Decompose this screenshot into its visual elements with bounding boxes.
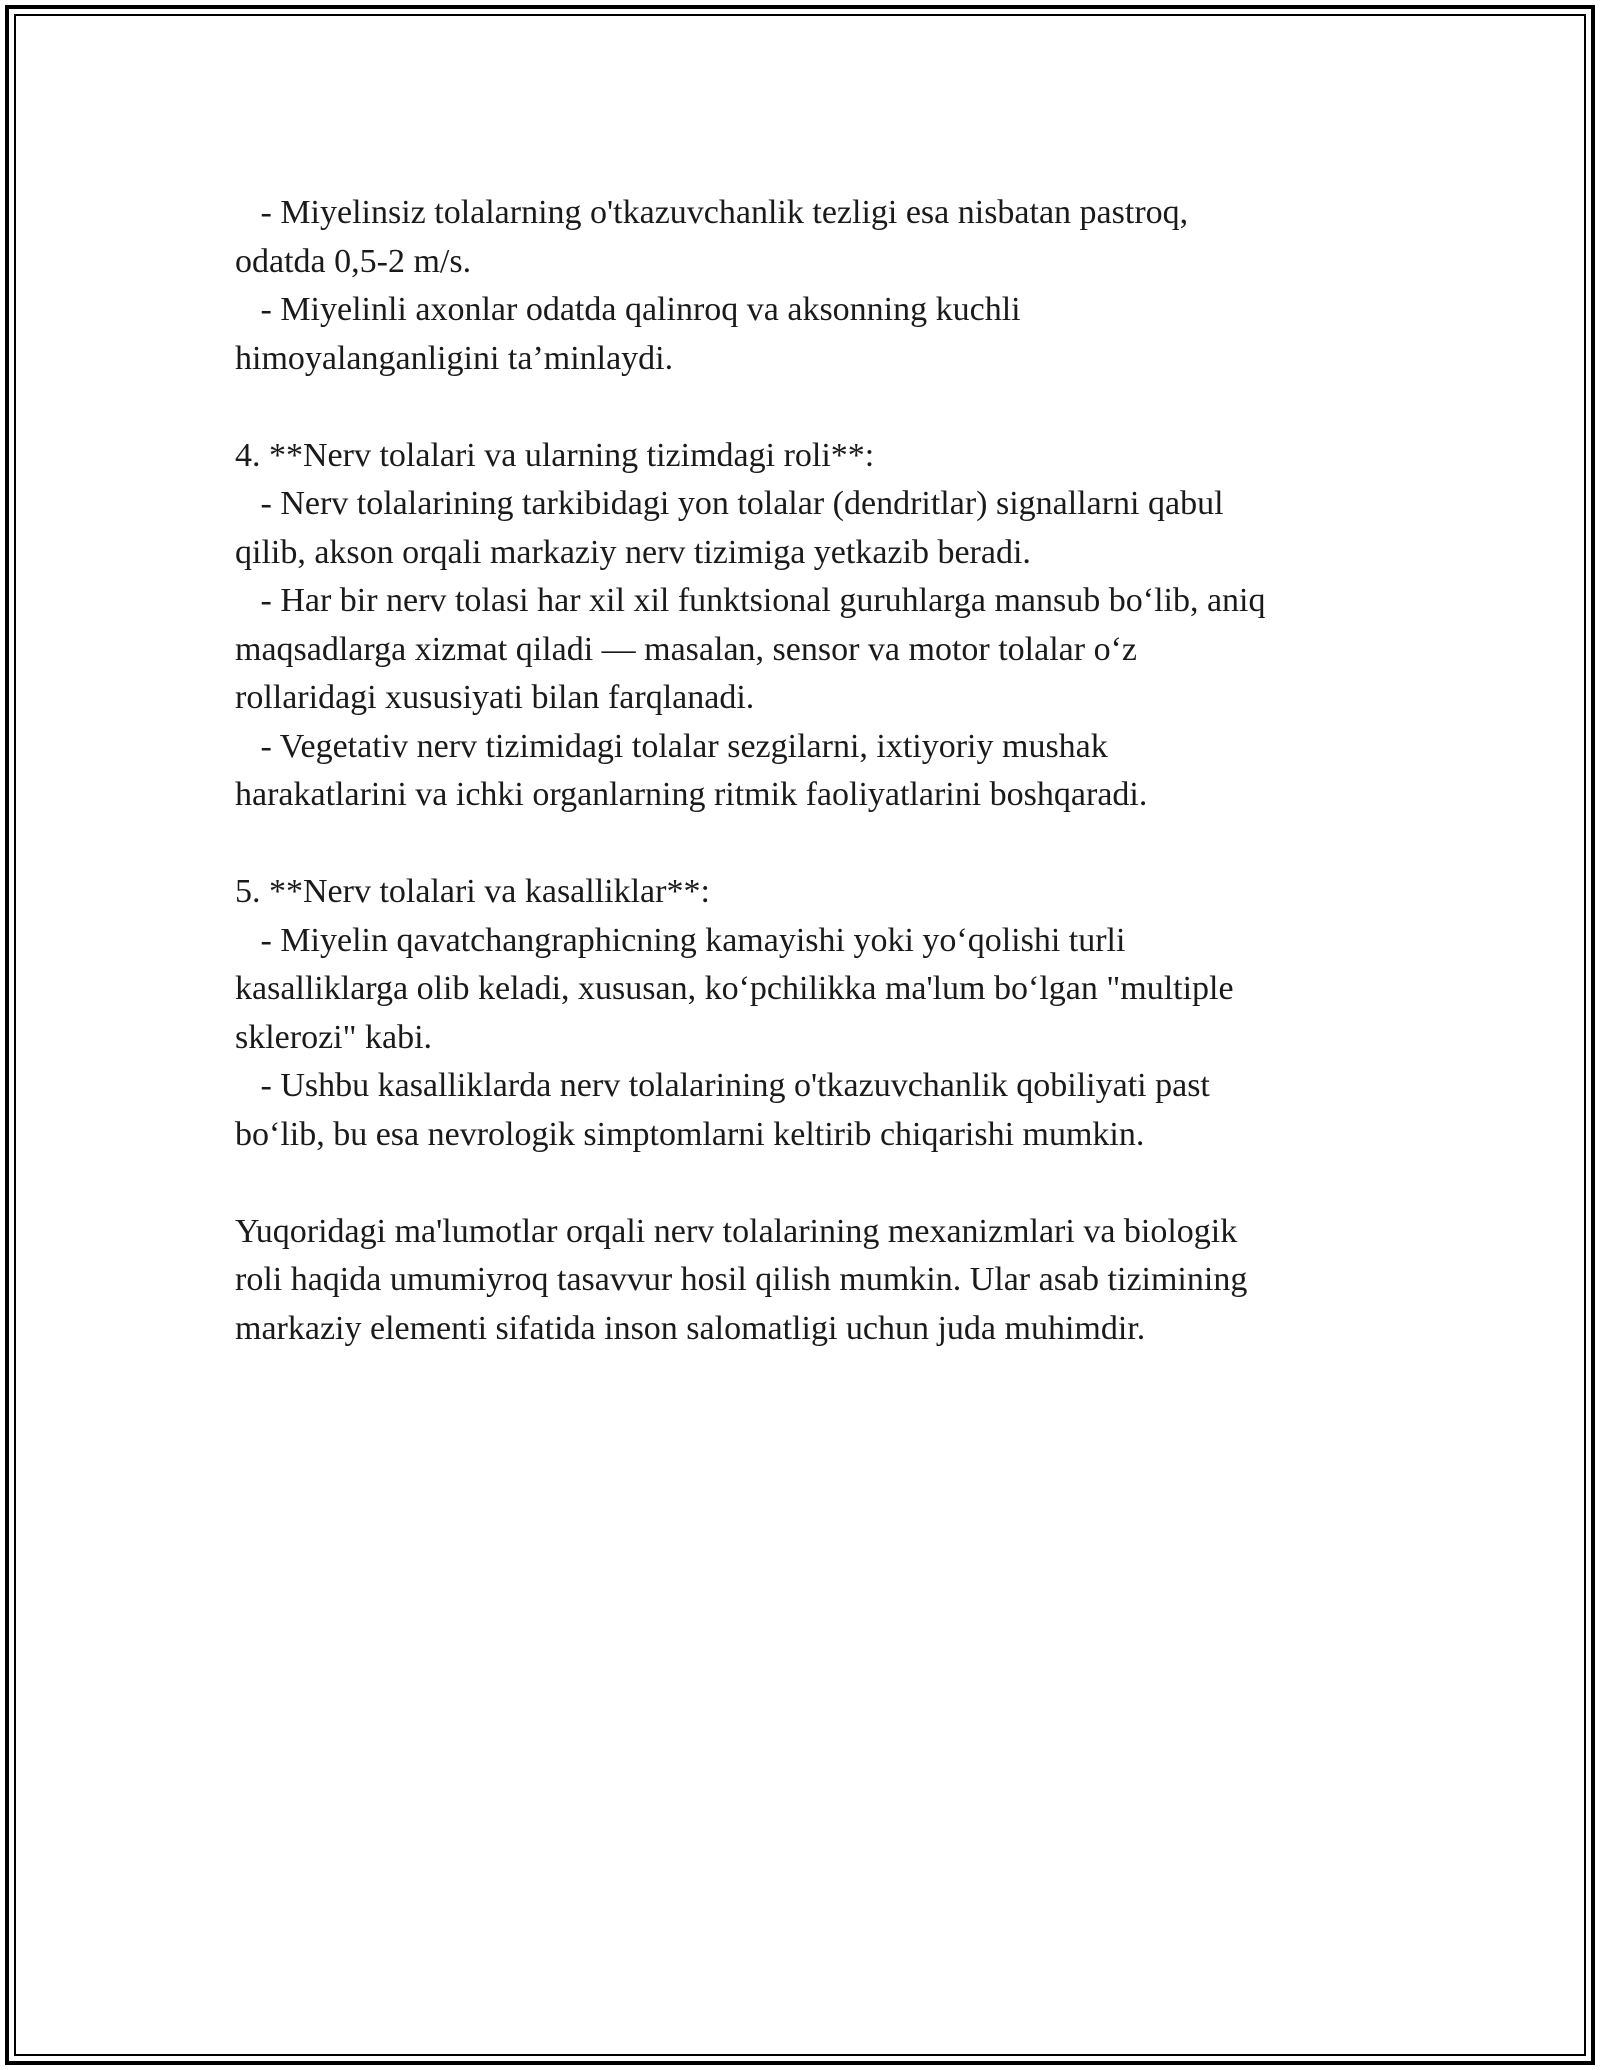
text-line: sklerozi" kabi. (235, 1018, 433, 1056)
text-line: rollaridagi xususiyati bilan farqlanadi. (235, 679, 755, 716)
text-line: bo‘lib, bu esa nevrologik simptomlarni keltirib chiqarishi mumkin. (235, 1115, 1145, 1153)
text-line: - Miyelinsiz tolalarning o'tkazuvchanlik tezligi esa nisbatan pastroq, (235, 194, 1189, 231)
conclusion-line: markaziy elementi sifatida inson salomatligi uchun juda muhimdir. (235, 1309, 1146, 1347)
text-line: - Miyelinli axonlar odatda qalinroq va aksonning kuchli (235, 291, 1021, 328)
text-line: kasalliklarga olib keladi, xususan, ko‘pchilikka ma'lum bo‘lgan "multiple (235, 970, 1234, 1007)
text-line: - Ushbu kasalliklarda nerv tolalarining o'tkazuvchanlik qobiliyati past (235, 1067, 1210, 1104)
text-line: maqsadlarga xizmat qiladi — masalan, sensor va motor tolalar o‘z (235, 630, 1137, 668)
text-line: odatda 0,5-2 m/s. (235, 242, 472, 280)
text-line: qilib, akson orqali markaziy nerv tizimiga yetkazib beradi. (235, 533, 1031, 571)
text-line: himoyalanganligini ta’minlaydi. (235, 339, 674, 377)
section-heading: 5. **Nerv tolalari va kasalliklar**: (235, 873, 710, 910)
section-heading: 4. **Nerv tolalari va ularning tizimdagi roli**: (235, 436, 875, 474)
text-line: harakatlarini va ichki organlarning ritmik faoliyatlarini boshqaradi. (235, 776, 1148, 813)
conclusion-line: Yuqoridagi ma'lumotlar orqali nerv tolalarining mexanizmlari va biologik (235, 1212, 1238, 1250)
text-line: - Miyelin qavatchangraphicning kamayishi yoki yo‘qolishi turli (235, 921, 1126, 959)
paragraph-break (235, 820, 1365, 869)
document-body (235, 189, 1365, 1353)
text-line: - Vegetativ nerv tizimidagi tolalar sezgilarni, ixtiyoriy mushak (235, 727, 1108, 765)
conclusion-line: roli haqida umumiyroq tasavvur hosil qilish mumkin. Ular asab tizimining (235, 1261, 1248, 1298)
text-line: - Har bir nerv tolasi har xil xil funktsional guruhlarga mansub bo‘lib, aniq (235, 582, 1266, 619)
paragraph-break (235, 383, 1365, 432)
paragraph-break (235, 1159, 1365, 1208)
text-line: - Nerv tolalarining tarkibidagi yon tolalar (dendritlar) signallarni qabul (235, 485, 1224, 522)
